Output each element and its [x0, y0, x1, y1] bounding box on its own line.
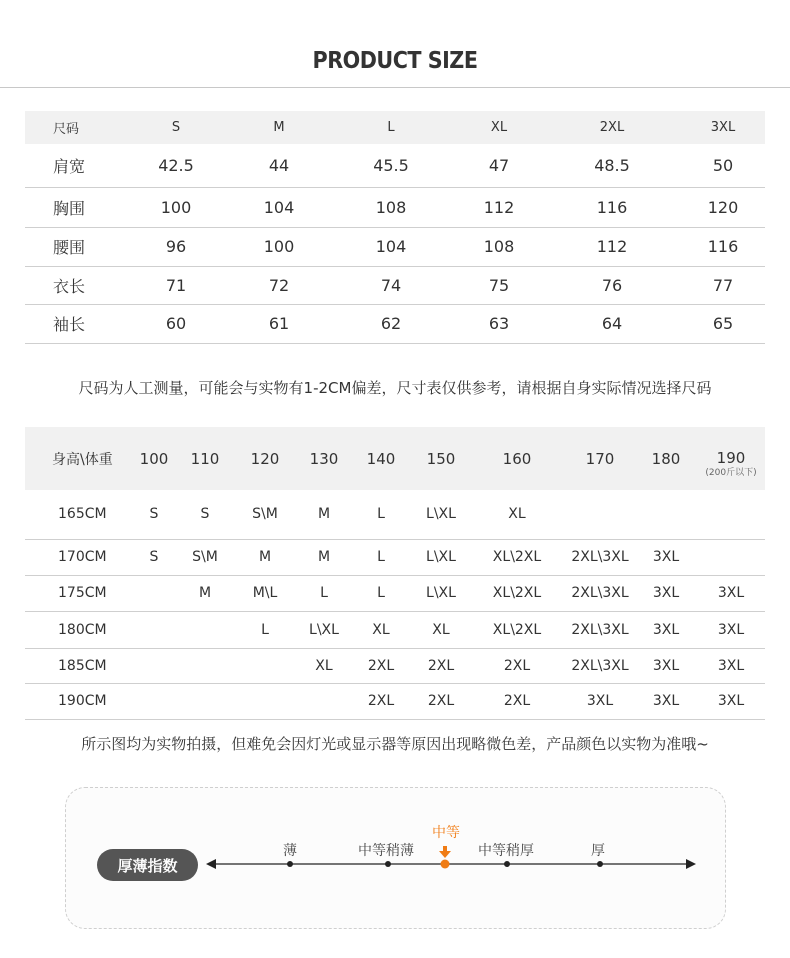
table-cell: 60 [121, 304, 231, 343]
table-cell: 2XL [469, 648, 565, 683]
weight-header: 120 [231, 427, 299, 490]
size-header-cell: S [121, 111, 231, 144]
thickness-index-label: 厚薄指数 [97, 849, 198, 881]
table-cell: 3XL [635, 539, 697, 575]
weight-header: 100 [129, 427, 179, 490]
table-cell: 2XL\3XL [565, 611, 635, 648]
table-cell: 2XL [469, 683, 565, 719]
table-cell: L\XL [299, 611, 349, 648]
table-cell: 2XL\3XL [565, 648, 635, 683]
table-cell: L\XL [413, 490, 469, 539]
table-cell: 2XL\3XL [565, 575, 635, 611]
arrow-left-icon [206, 859, 216, 869]
table-cell: 3XL [635, 683, 697, 719]
table-cell: L [349, 490, 413, 539]
table-cell: L [349, 575, 413, 611]
table-cell: M [179, 575, 231, 611]
scale-label-thick: 厚 [591, 843, 605, 859]
table-cell: 116 [681, 227, 765, 266]
table-cell: XL [413, 611, 469, 648]
table-cell: S\M [231, 490, 299, 539]
weight-header: 170 [565, 427, 635, 490]
size-header-cell: M [231, 111, 327, 144]
table-cell: 3XL [697, 611, 765, 648]
height-label: 180CM [25, 611, 129, 648]
weight-header: 180 [635, 427, 697, 490]
row-label: 肩宽 [25, 144, 121, 187]
height-label: 165CM [25, 490, 129, 539]
table-cell: 2XL [413, 683, 469, 719]
table-cell: 104 [231, 187, 327, 227]
weight-header: 130 [299, 427, 349, 490]
row-label: 袖长 [25, 304, 121, 343]
scale-label-medium: 中等 [432, 825, 460, 841]
color-note: 所示图均为实物拍摄，但难免会因灯光或显示器等原因出现略微色差，产品颜色以实物为准哦~ [81, 735, 709, 753]
table-cell: 44 [231, 144, 327, 187]
table-cell: 75 [455, 266, 543, 304]
table-cell: 3XL [635, 611, 697, 648]
size-header-cell: XL [455, 111, 543, 144]
table-cell: 2XL [349, 648, 413, 683]
table-cell: 3XL [697, 648, 765, 683]
table-cell: 3XL [697, 575, 765, 611]
table-cell: 45.5 [327, 144, 455, 187]
table-cell: 62 [327, 304, 455, 343]
size-header-cell: L [327, 111, 455, 144]
table-cell: 3XL [697, 683, 765, 719]
weight-header: 110 [179, 427, 231, 490]
table-cell: 2XL\3XL [565, 539, 635, 575]
table-cell: L [231, 611, 299, 648]
table-cell: 61 [231, 304, 327, 343]
scale-label-thin: 薄 [283, 843, 297, 859]
scale-label-medium-thick: 中等稍厚 [478, 843, 534, 859]
scale-dot-selected [441, 860, 450, 869]
table-cell: 96 [121, 227, 231, 266]
weight-header: 190 [716, 448, 746, 467]
table-cell: M [299, 490, 349, 539]
table-cell: M [299, 539, 349, 575]
height-label: 170CM [25, 539, 129, 575]
page-title: PRODUCT SIZE [312, 48, 478, 74]
fit-corner-label: 身高\体重 [25, 427, 129, 490]
table-cell: L [349, 539, 413, 575]
row-label: 胸围 [25, 187, 121, 227]
table-cell: 108 [455, 227, 543, 266]
table-cell: M [231, 539, 299, 575]
table-cell: S\M [179, 539, 231, 575]
table-cell: 74 [327, 266, 455, 304]
table-cell: L\XL [413, 539, 469, 575]
height-label: 175CM [25, 575, 129, 611]
scale-dot [385, 861, 391, 867]
table-cell: 3XL [565, 683, 635, 719]
table-cell: 112 [455, 187, 543, 227]
table-cell: S [129, 539, 179, 575]
table-cell: 100 [121, 187, 231, 227]
table-cell: 104 [327, 227, 455, 266]
scale-dot [287, 861, 293, 867]
table-cell: L\XL [413, 575, 469, 611]
size-header-cell: 3XL [681, 111, 765, 144]
table-cell: 72 [231, 266, 327, 304]
row-label: 衣长 [25, 266, 121, 304]
table-cell: S [129, 490, 179, 539]
table-cell: M\L [231, 575, 299, 611]
scale-dot [597, 861, 603, 867]
row-label: 腰围 [25, 227, 121, 266]
table-cell: XL\2XL [469, 575, 565, 611]
table-cell: 108 [327, 187, 455, 227]
table-cell: 65 [681, 304, 765, 343]
table-cell: L [299, 575, 349, 611]
height-label: 190CM [25, 683, 129, 719]
table-cell: 76 [543, 266, 681, 304]
table-cell: 112 [543, 227, 681, 266]
size-header-cell: 2XL [543, 111, 681, 144]
table-cell: 63 [455, 304, 543, 343]
weight-header: 150 [413, 427, 469, 490]
table-cell: XL\2XL [469, 611, 565, 648]
table-cell: 3XL [635, 575, 697, 611]
arrow-down-icon [439, 846, 451, 858]
table-cell: XL [299, 648, 349, 683]
table-cell: 64 [543, 304, 681, 343]
table-cell: 77 [681, 266, 765, 304]
table-cell: 120 [681, 187, 765, 227]
scale-dot [504, 861, 510, 867]
height-label: 185CM [25, 648, 129, 683]
table-cell: 47 [455, 144, 543, 187]
table-cell: XL\2XL [469, 539, 565, 575]
table-cell: S [179, 490, 231, 539]
scale-label-medium-thin: 中等稍薄 [358, 843, 414, 859]
weight-limit-note: (200斤以下) [705, 467, 757, 478]
measurement-note: 尺码为人工测量，可能会与实物有1-2CM偏差，尺寸表仅供参考，请根据自身实际情况选择尺码 [78, 379, 712, 397]
table-cell: 48.5 [543, 144, 681, 187]
weight-header: 160 [469, 427, 565, 490]
table-cell: 42.5 [121, 144, 231, 187]
table-cell: XL [469, 490, 565, 539]
table-cell: 50 [681, 144, 765, 187]
table-cell: 3XL [635, 648, 697, 683]
table-cell: 2XL [349, 683, 413, 719]
table-cell: XL [349, 611, 413, 648]
arrow-right-icon [686, 859, 696, 869]
table-cell: 71 [121, 266, 231, 304]
table-cell: 116 [543, 187, 681, 227]
table-cell: 2XL [413, 648, 469, 683]
weight-header: 140 [349, 427, 413, 490]
table-cell: 100 [231, 227, 327, 266]
size-header-cell: 尺码 [25, 111, 121, 144]
